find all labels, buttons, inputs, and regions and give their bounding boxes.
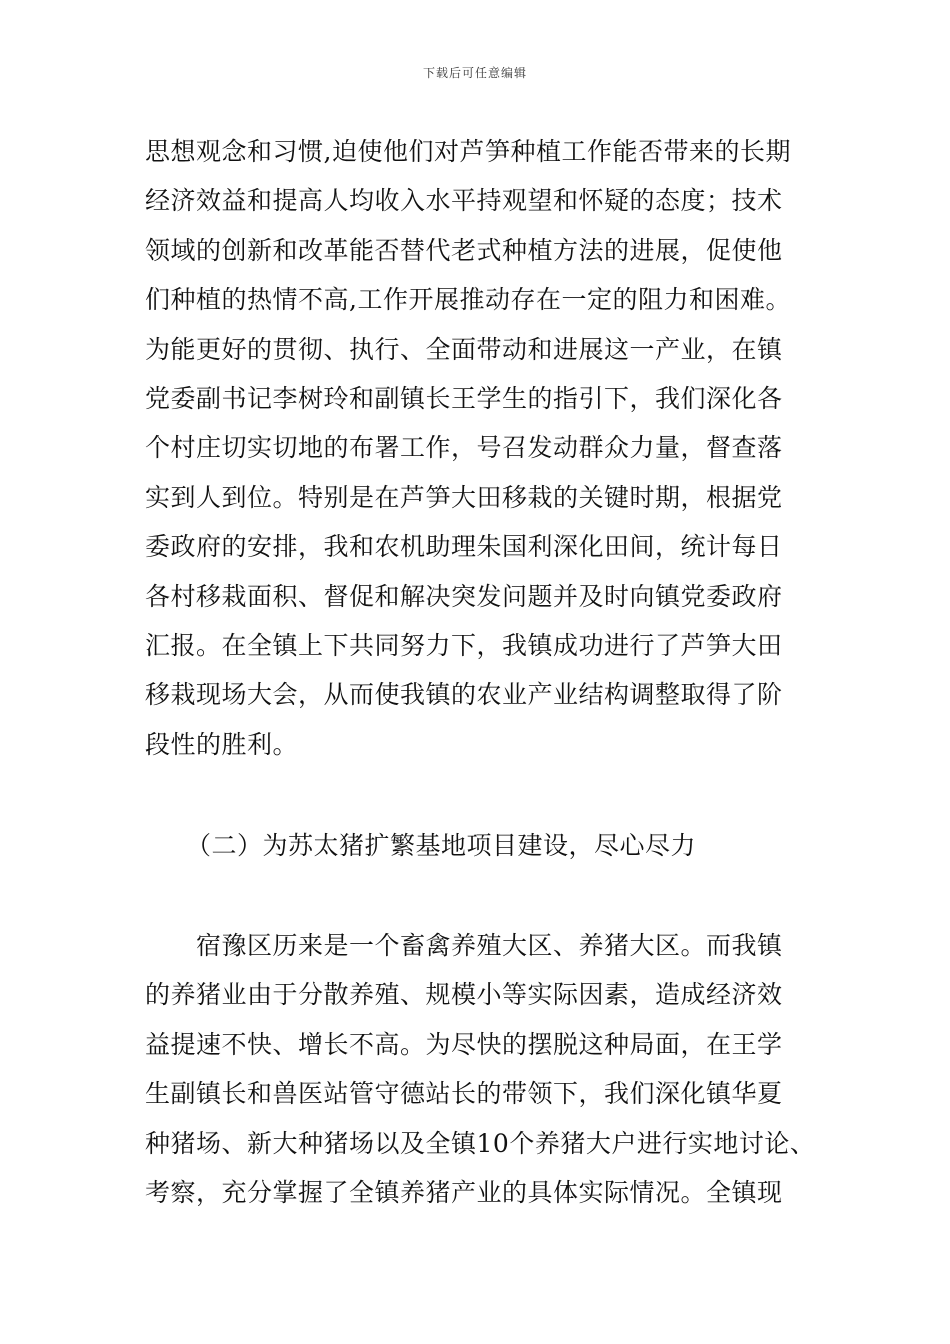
paragraph-2 xyxy=(145,921,835,1217)
text-line: 生副镇长和兽医站管守德站长的带领下，我们深化镇华夏 xyxy=(145,1079,783,1109)
text-line: 党委副书记李树玲和副镇长王学生的指引下，我们深化各 xyxy=(145,383,783,413)
text-line: 领域的创新和改革能否替代老式种植方法的进展，促使他 xyxy=(145,235,783,265)
text-line: 经济效益和提高人均收入水平持观望和怀疑的态度；技术 xyxy=(145,186,783,216)
text-line: 个村庄切实切地的布署工作，号召发动群众力量，督查落 xyxy=(145,433,783,463)
text-line: 段性的胜利。 xyxy=(145,729,299,759)
text-line: 实到人到位。特别是在芦笋大田移栽的关键时期，根据党 xyxy=(145,482,783,512)
text-line: 移栽现场大会，从而使我镇的农业产业结构调整取得了阶 xyxy=(145,680,783,710)
text-line: 委政府的安排，我和农机助理朱国利深化田间，统计每日 xyxy=(145,532,783,562)
text-line: 汇报。在全镇上下共同努力下，我镇成功进行了芦笋大田 xyxy=(145,630,783,660)
text-line: 考察，充分掌握了全镇养猪产业的具体实际情况。全镇现 xyxy=(145,1177,783,1207)
text-line: 各村移栽面积、督促和解决突发问题并及时向镇党委政府 xyxy=(145,581,783,611)
text-line: 种猪场、新大种猪场以及全镇10个养猪大户进行实地讨论、 xyxy=(145,1128,816,1158)
section-heading: （二）为苏太猪扩繁基地项目建设，尽心尽力 xyxy=(186,831,697,860)
text-line: 宿豫区历来是一个畜禽养殖大区、养猪大区。而我镇 xyxy=(145,931,783,960)
text-line: 为能更好的贯彻、执行、全面带动和进展这一产业，在镇 xyxy=(145,334,783,364)
text-line: 们种植的热情不高,工作开展推动存在一定的阻力和困难。 xyxy=(145,285,791,315)
text-line: 思想观念和习惯,迫使他们对芦笋种植工作能否带来的长期 xyxy=(145,137,791,166)
page-header-note: 下载后可任意编辑 xyxy=(422,66,527,80)
text-line: 的养猪业由于分散养殖、规模小等实际因素，造成经济效 xyxy=(145,980,783,1010)
text-line: 益提速不快、增长不高。为尽快的摆脱这种局面，在王学 xyxy=(145,1029,783,1059)
paragraph-1 xyxy=(145,127,835,769)
